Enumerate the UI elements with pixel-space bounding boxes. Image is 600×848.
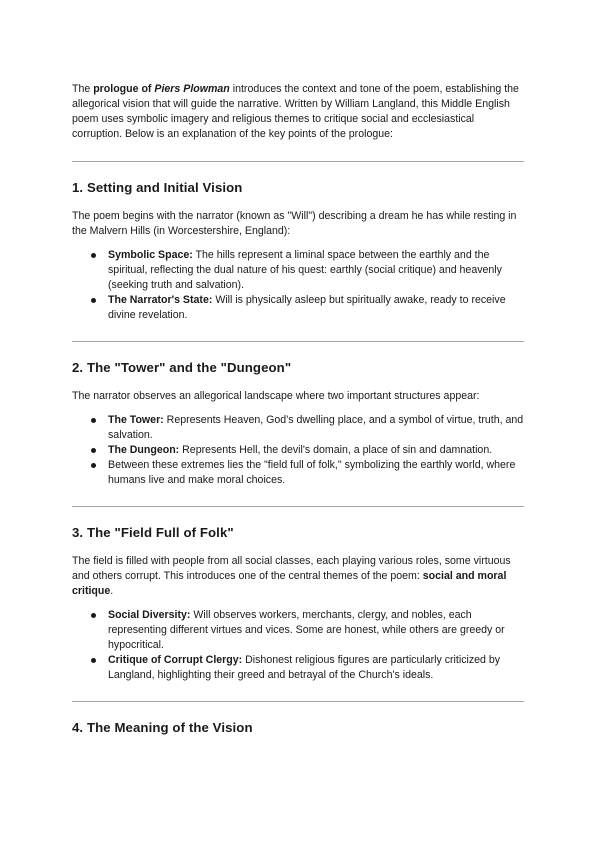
section-3-text-end: .: [110, 585, 114, 597]
section-3-list: [72, 608, 524, 683]
bullet-text: Will is physically asleep but spiritually awake, ready to receive divine revelation.: [108, 294, 506, 321]
bullet-text: Represents Heaven, God's dwelling place, and a symbol of virtue, truth, and salvation.: [108, 414, 524, 441]
bullet-label: The Dungeon:: [108, 444, 180, 456]
bullet-text: Dishonest religious figures are particularly criticized by Langland, highlighting their greed and betrayal of the Church's ideals.: [108, 654, 501, 681]
section-1-paragraph: The poem begins with the narrator (known as "Will") describing a dream he has while resting in the Malvern Hills (in Worcestershire, England):: [72, 210, 517, 237]
divider-4: [72, 701, 524, 702]
section-2-list: [72, 413, 524, 488]
divider-2: [72, 341, 524, 342]
section-3-text: The field is filled with people from all social classes, each playing various roles, some virtuous and others corrupt. This introduces one of the central themes of the poem:: [72, 555, 511, 582]
list-item: [108, 248, 524, 293]
list-item: [108, 443, 524, 458]
section-1-list: [72, 248, 524, 323]
section-2-paragraph: The narrator observes an allegorical landscape where two important structures appear:: [72, 390, 480, 402]
list-item: [108, 608, 524, 653]
intro-paragraph: [72, 82, 524, 142]
bullet-label: Symbolic Space:: [108, 249, 193, 261]
bullet-label: Social Diversity:: [108, 609, 191, 621]
section-4-heading: 4. The Meaning of the Vision: [72, 720, 253, 735]
bullet-text: Between these extremes lies the "field full of folk," symbolizing the earthly world, where humans live and make moral choices.: [108, 459, 516, 486]
section-1-heading: 1. Setting and Initial Vision: [72, 180, 243, 195]
intro-text-rest: introduces the context and tone of the poem, establishing the allegorical vision that will guide the narrative. Written by William Langland, this Middle English poem uses symbolic imagery and religious themes to critique social and ecclesiastical corruption. Below is an explanation of the key points of the prologue:: [72, 83, 519, 140]
bullet-label: Critique of Corrupt Clergy:: [108, 654, 243, 666]
bullet-label: The Tower:: [108, 414, 164, 426]
bullet-text: Will observes workers, merchants, clergy, and nobles, each representing different virtues and vices. Some are honest, while others are greedy or hypocritical.: [108, 609, 505, 651]
list-item: [108, 413, 524, 443]
intro-text-start: The: [72, 83, 94, 95]
list-item: [108, 458, 524, 488]
divider-1: [72, 161, 524, 162]
intro-bold-prologue: prologue of: [93, 83, 155, 95]
bullet-text: The hills represent a liminal space between the earthly and the spiritual, reflecting the dual nature of his quest: earthly (social critique) and heavenly (seeking truth and salvation).: [108, 249, 502, 291]
divider-3: [72, 506, 524, 507]
bullet-text: Represents Hell, the devil's domain, a place of sin and damnation.: [179, 444, 493, 456]
section-3-bold-text: social and moral critique: [72, 570, 507, 597]
section-2-heading: 2. The "Tower" and the "Dungeon": [72, 360, 292, 375]
intro-title-piers-plowman: Piers Plowman: [154, 83, 230, 95]
list-item: [108, 653, 524, 683]
document-body: [72, 82, 524, 737]
bullet-label: The Narrator's State:: [108, 294, 213, 306]
list-item: [108, 293, 524, 323]
section-3-heading: 3. The "Field Full of Folk": [72, 525, 234, 540]
section-3-paragraph: [72, 554, 524, 599]
